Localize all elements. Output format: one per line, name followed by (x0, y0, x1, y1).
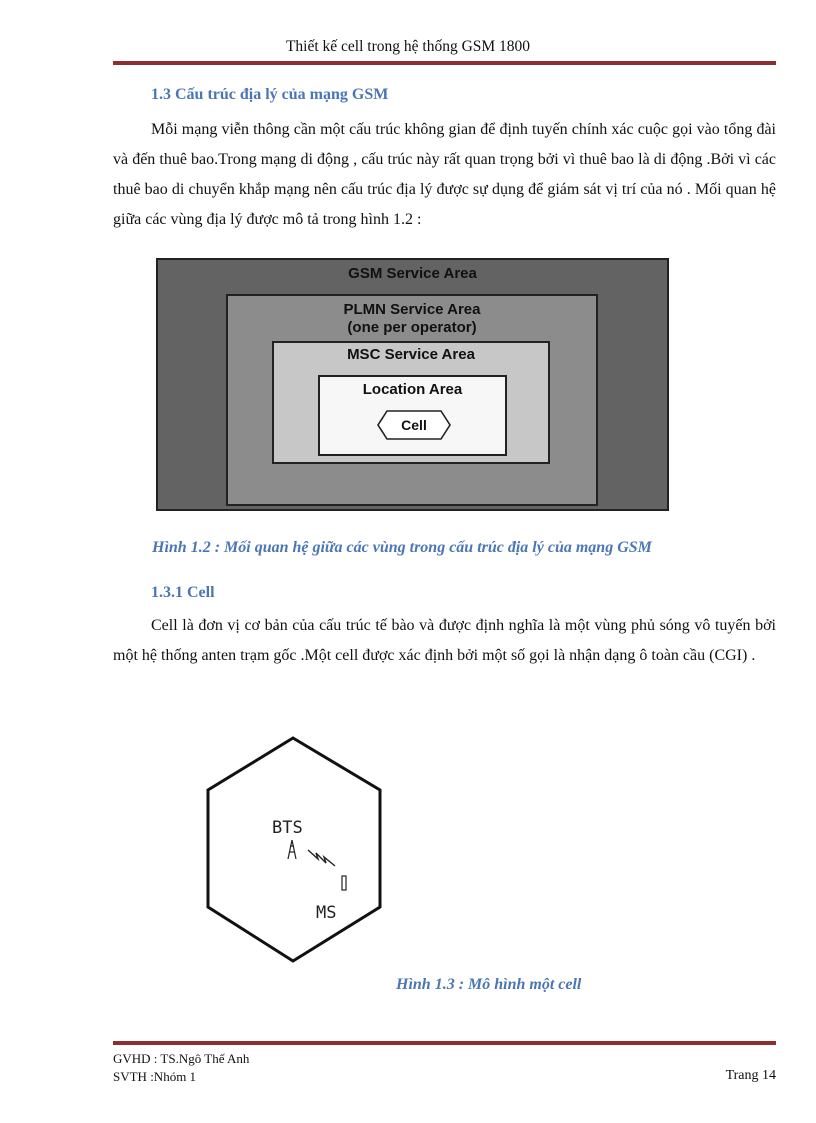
footer-students: SVTH :Nhóm 1 (113, 1069, 197, 1084)
cell-hexagon-icon (377, 410, 451, 440)
page-number (726, 1068, 776, 1084)
plmn-service-area-label: PLMN Service Area (343, 301, 481, 318)
body-paragraph-2: Cell là đơn vị cơ bản của cấu trúc tế bào và được định nghĩa là một vùng phủ sóng vô tuyến bởi một hệ thống anten trạm gốc .Một cell được xác định bởi một số gọi là nhận dạng ô toàn cầu (CGI) . (113, 617, 776, 664)
figure-1-2-caption: Hình 1.2 : Mối quan hệ giữa các vùng trong cấu trúc địa lý của mạng GSM (152, 539, 652, 556)
page-label: Trang (725, 1068, 759, 1083)
msc-service-area-label: MSC Service Area (347, 346, 475, 363)
header-rule (113, 61, 776, 65)
subsection-heading: 1.3.1 Cell (151, 584, 215, 601)
page-header-title: Thiết kế cell trong hệ thống GSM 1800 (285, 38, 531, 55)
bts-label: BTS (272, 818, 303, 838)
footer-info (113, 1050, 249, 1086)
plmn-operator-note: (one per operator) (347, 319, 477, 336)
page-number-value: 14 (762, 1068, 776, 1083)
figure-1-3-caption: Hình 1.3 : Mô hình một cell (396, 976, 582, 993)
location-area-box (318, 375, 507, 456)
gsm-service-area-label: GSM Service Area (348, 265, 477, 282)
figure-1-2-nested-areas (156, 258, 669, 511)
location-area-label: Location Area (362, 381, 463, 398)
section-heading: 1.3 Cấu trúc địa lý của mạng GSM (151, 86, 389, 103)
cell-label: Cell (401, 417, 427, 433)
body-paragraph-1: Mỗi mạng viễn thông cần một cấu trúc không gian để định tuyến chính xác cuộc gọi vào tổng đài và đến thuê bao.Trong mạng di động , cấu trúc này rất quan trọng bởi vì thuê bao là di động .Bởi vì các thuê bao di chuyển khắp mạng nên cấu trúc địa lý được sự dụng để giám sát vị trí của nó . Mối quan hệ giữa các vùng địa lý được mô tả trong hình 1.2 : (113, 121, 776, 228)
ms-label: MS (316, 903, 337, 923)
footer-rule (113, 1041, 776, 1045)
ms-phone-icon (342, 876, 346, 890)
footer-supervisor: GVHD : TS.Ngô Thế Anh (113, 1051, 250, 1066)
figure-1-3-cell-model (200, 735, 390, 965)
